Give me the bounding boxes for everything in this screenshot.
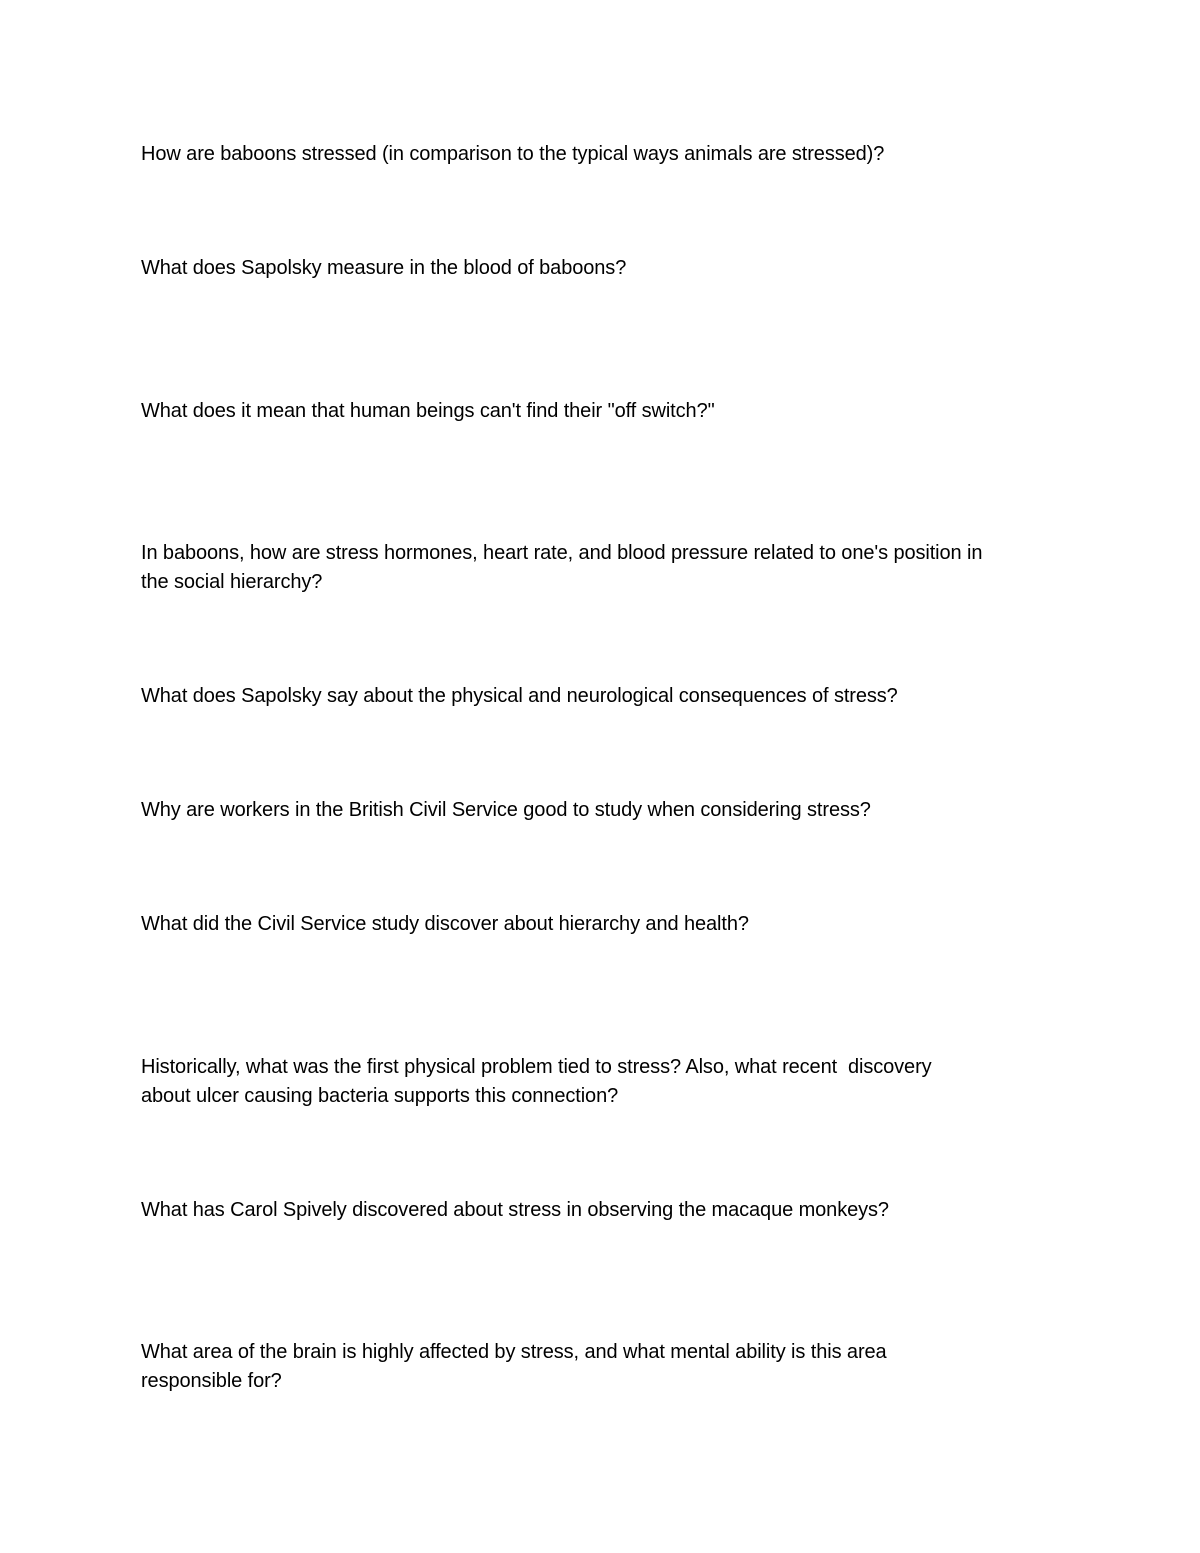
question-5: What does Sapolsky say about the physical and neurological consequences of stress? <box>141 685 898 707</box>
question-4: In baboons, how are stress hormones, heart rate, and blood pressure related to one's position in the social hierarchy? <box>141 542 983 593</box>
question-1: How are baboons stressed (in comparison to the typical ways animals are stressed)? <box>141 143 885 165</box>
question-9: What has Carol Spively discovered about stress in observing the macaque monkeys? <box>141 1199 889 1221</box>
question-3: What does it mean that human beings can't find their "off switch?" <box>141 400 715 422</box>
question-7: What did the Civil Service study discover about hierarchy and health? <box>141 913 749 935</box>
question-6: Why are workers in the British Civil Service good to study when considering stress? <box>141 799 871 821</box>
question-2: What does Sapolsky measure in the blood of baboons? <box>141 257 627 279</box>
question-10: What area of the brain is highly affected by stress, and what mental ability is this area responsible for? <box>141 1341 887 1392</box>
question-8: Historically, what was the first physical problem tied to stress? Also, what recent discovery about ulcer causing bacteria supports this connection? <box>141 1056 932 1107</box>
